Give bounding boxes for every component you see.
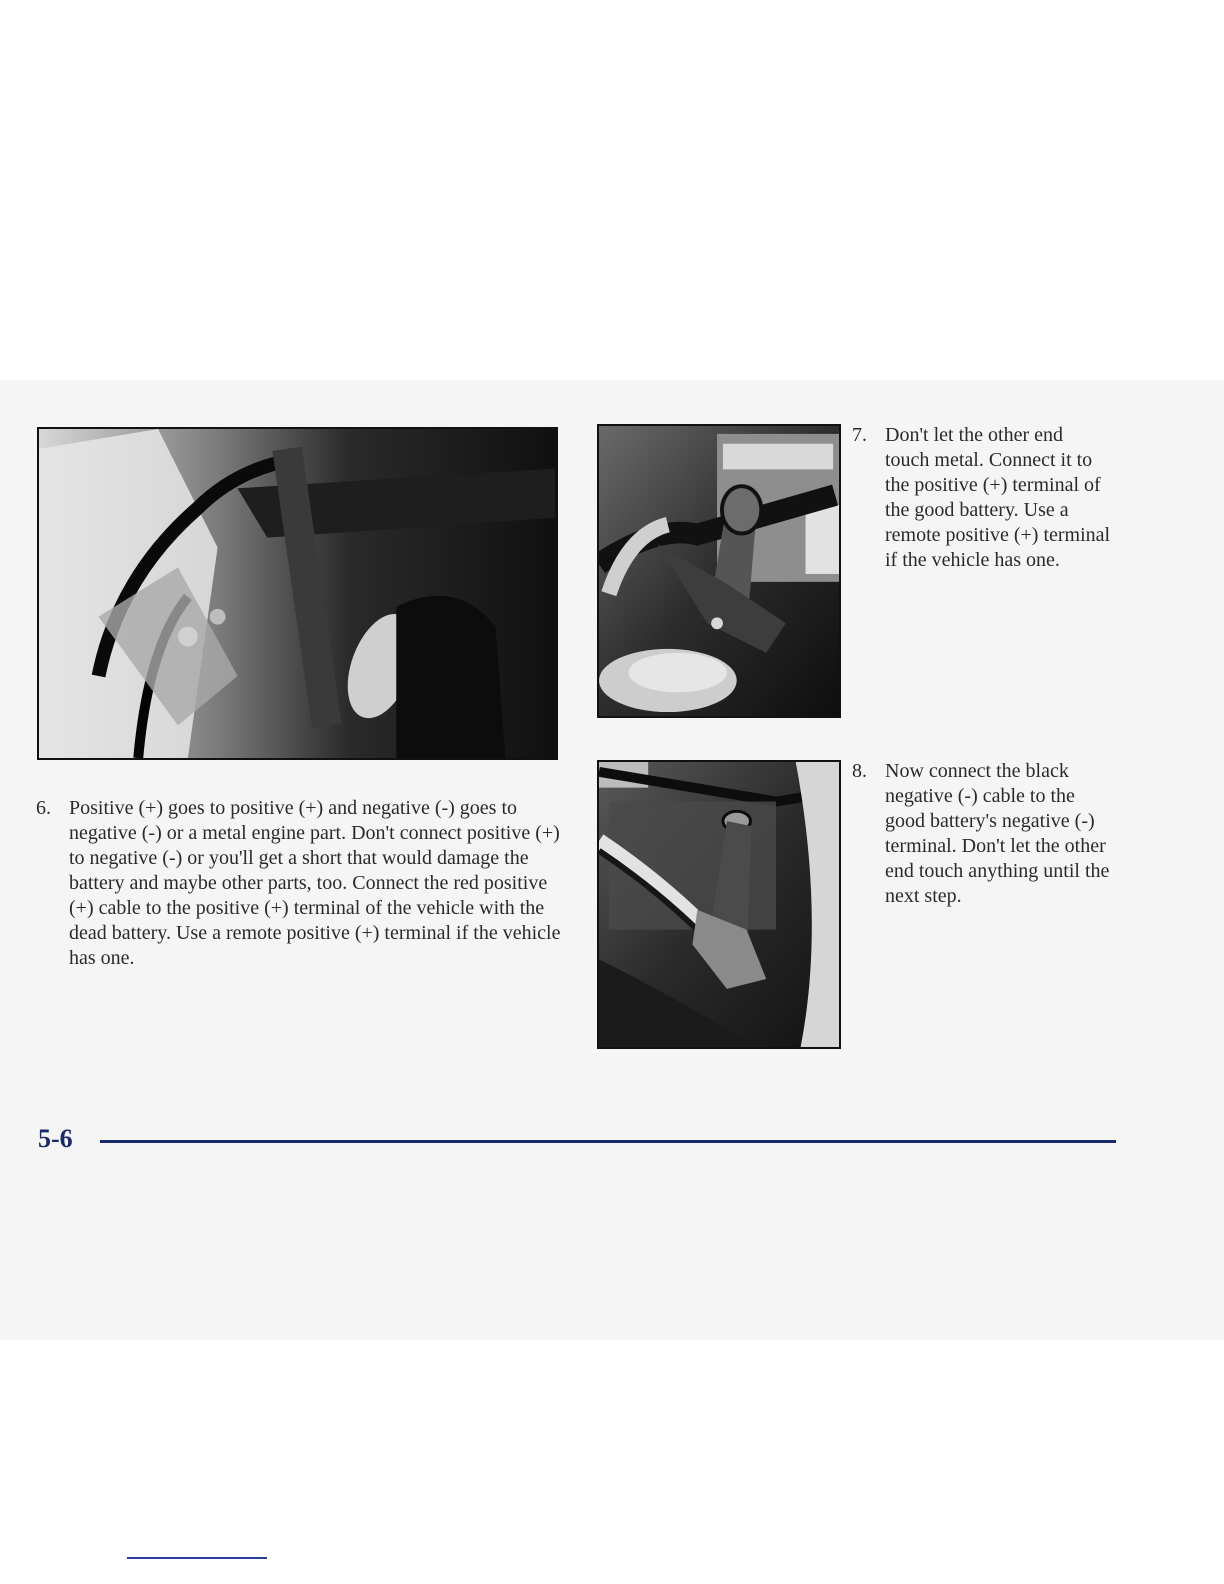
photo-step-7-illustration xyxy=(599,426,839,716)
step-7 xyxy=(852,423,1112,573)
page-number: 5-6 xyxy=(38,1124,73,1153)
photo-step-7-good-battery-positive xyxy=(597,424,841,718)
photo-step-8-good-battery-negative xyxy=(597,760,841,1049)
photo-step-6-illustration xyxy=(39,429,556,758)
step-8-number: 8. xyxy=(852,760,867,782)
step-6-number: 6. xyxy=(36,797,51,819)
step-8 xyxy=(852,759,1112,909)
step-8-text: Now connect the black negative (-) cable to the good battery's negative (-) terminal. Don't let the other end touch anything until the next step. xyxy=(885,760,1110,907)
photo-step-6-dead-battery-clamp xyxy=(37,427,558,760)
step-6-text: Positive (+) goes to positive (+) and negative (-) goes to negative (-) or a metal engine part. Don't connect positive (+) to negative (-) or you'll get a short that would damage the battery and maybe other parts, too. Connect the red positive (+) cable to the positive (+) terminal of the vehicle with the dead battery. Use a remote positive (+) terminal if the vehicle has one. xyxy=(69,797,561,969)
bottom-link-underline xyxy=(127,1557,267,1559)
step-7-text: Don't let the other end touch metal. Connect it to the positive (+) terminal of the good battery. Use a remote positive (+) terminal if the vehicle has one. xyxy=(885,424,1111,571)
photo-step-8-illustration xyxy=(599,762,839,1047)
footer-rule xyxy=(100,1140,1116,1143)
step-7-number: 7. xyxy=(852,424,867,446)
step-6 xyxy=(36,796,561,971)
